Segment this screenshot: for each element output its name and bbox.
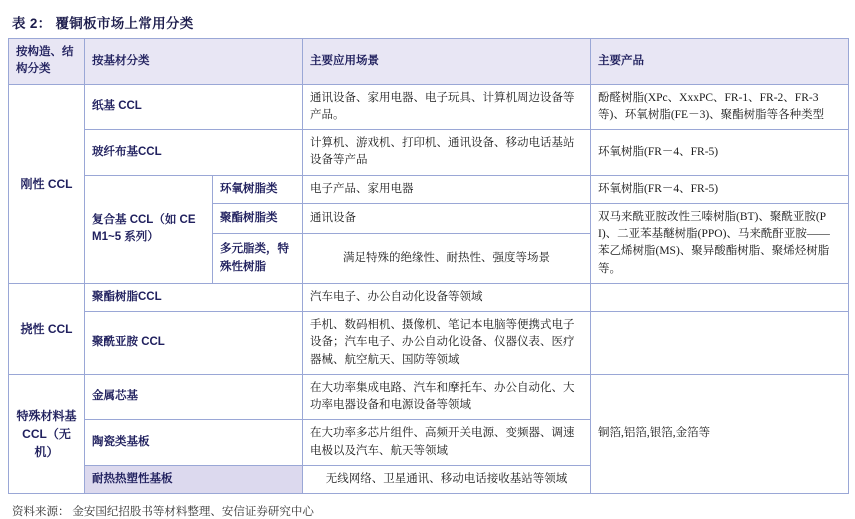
products-paper-ccl: 酚醛树脂(XPc、XxxPC、FR-1、FR-2、FR-3 等)、环氧树脂(FE－3)、聚酯树脂等各种类型 xyxy=(591,84,849,130)
subcategory-paper-ccl: 纸基 CCL xyxy=(85,84,303,130)
column-header-substrate: 按基材分类 xyxy=(85,39,303,85)
products-glass-fabric-ccl: 环氧树脂(FR－4、FR-5) xyxy=(591,130,849,176)
classification-table xyxy=(8,38,849,494)
table-row xyxy=(9,283,849,311)
table-row xyxy=(9,374,849,420)
products-polyester-ccl xyxy=(591,283,849,311)
subcategory-polyester-ccl: 聚酯树脂CCL xyxy=(85,283,303,311)
applications-epoxy-resin: 电子产品、家用电器 xyxy=(303,175,591,203)
products-polyimide-ccl xyxy=(591,312,849,375)
subcategory-polyimide-ccl: 聚酰亚胺 CCL xyxy=(85,312,303,375)
applications-paper-ccl: 通讯设备、家用电器、电子玩具、计算机周边设备等产品。 xyxy=(303,84,591,130)
subcategory-glass-fabric-ccl: 玻纤布基CCL xyxy=(85,130,303,176)
subtype-epoxy-resin: 环氧树脂类 xyxy=(213,175,303,203)
table-row xyxy=(9,175,849,203)
applications-polyimide-ccl: 手机、数码相机、摄像机、笔记本电脑等便携式电子设备；汽车电子、办公自动化设备、仪器仪表、医疗器械、航空航天、国防等领域 xyxy=(303,312,591,375)
products-metal-core: 铜箔,铝箔,银箔,金箔等 xyxy=(591,374,849,493)
subcategory-ceramic-substrate: 陶瓷类基板 xyxy=(85,420,303,466)
applications-thermoplastic-substrate: 无线网络、卫星通讯、移动电话接收基站等领域 xyxy=(303,465,591,493)
page-title: 表 2： 覆铜板市场上常用分类 xyxy=(12,16,194,31)
subcategory-composite-ccl: 复合基 CCL（如 CEM1~5 系列） xyxy=(85,175,213,283)
column-header-products: 主要产品 xyxy=(591,39,849,85)
products-epoxy-resin: 环氧树脂(FR－4、FR-5) xyxy=(591,175,849,203)
table-row xyxy=(9,130,849,176)
source-note: 资料来源： 金安国纪招股书等材料整理、安信证券研究中心 xyxy=(12,506,314,518)
subcategory-metal-core: 金属芯基 xyxy=(85,374,303,420)
products-special-resin: 双马来酰亚胺改性三嗪树脂(BT)、聚酰亚胺(PI)、二亚苯基醚树脂(PPO)、马来酰酐亚胺——苯乙烯树脂(MS)、聚异酸酯树脂、聚烯烃树脂等。 xyxy=(591,203,849,283)
table-row xyxy=(9,84,849,130)
applications-polyester-ccl: 汽车电子、办公自动化设备等领域 xyxy=(303,283,591,311)
column-header-applications: 主要应用场景 xyxy=(303,39,591,85)
applications-ceramic-substrate: 在大功率多芯片组件、高频开关电源、变频器、调速电极以及汽车、航天等领域 xyxy=(303,420,591,466)
table-header-row xyxy=(9,39,849,85)
applications-metal-core: 在大功率集成电路、汽车和摩托车、办公自动化、大功率电器设备和电源设备等领域 xyxy=(303,374,591,420)
column-header-structure: 按构造、结构分类 xyxy=(9,39,85,85)
subcategory-thermoplastic-substrate: 耐热热塑性基板 xyxy=(85,465,303,493)
category-flexible-ccl: 挠性 CCL xyxy=(9,283,85,374)
category-special-material-ccl: 特殊材料基 CCL（无机） xyxy=(9,374,85,493)
table-row xyxy=(9,312,849,375)
applications-glass-fabric-ccl: 计算机、游戏机、打印机、通讯设备、移动电话基站设备等产品 xyxy=(303,130,591,176)
category-rigid-ccl: 刚性 CCL xyxy=(9,84,85,283)
applications-polyester-resin: 通讯设备 xyxy=(303,203,591,234)
applications-special-resin: 满足特殊的绝缘性、耐热性、强度等场景 xyxy=(303,234,591,283)
subtype-polyester-resin: 聚酯树脂类 xyxy=(213,203,303,234)
subtype-special-resin: 多元脂类，特殊性树脂 xyxy=(213,234,303,283)
